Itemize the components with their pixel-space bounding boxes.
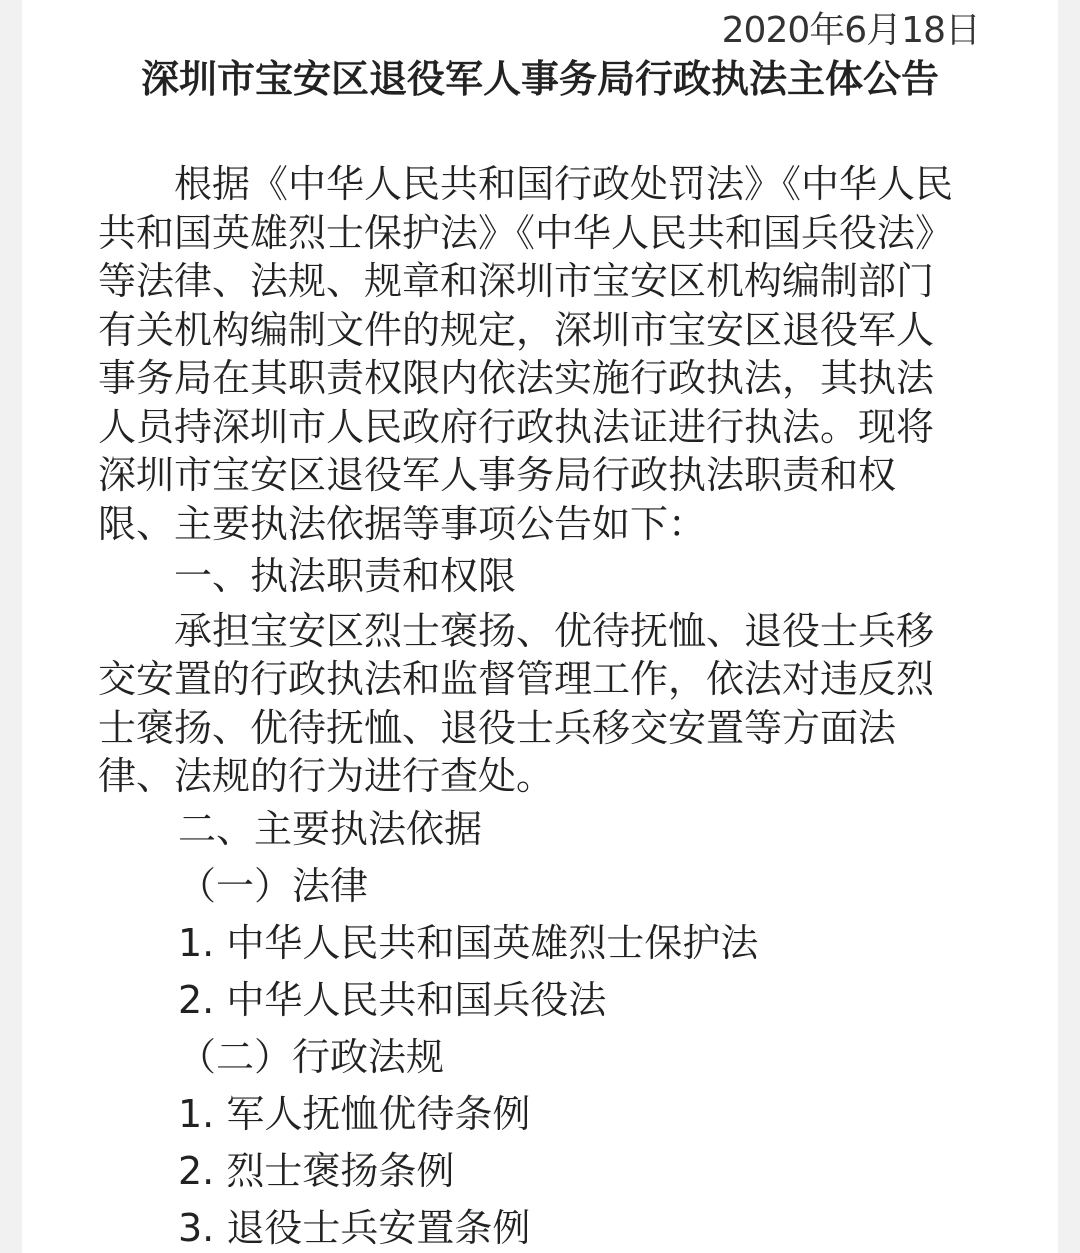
intro-paragraph: 根据《中华人民共和国行政处罚法》《中华人民共和国英雄烈士保护法》《中华人民共和国兵役法》等法律、法规、规章和深圳市宝安区机构编制部门有关机构编制文件的规定，深圳市宝安区退役军人事务局在其职责权限内依法实施行政执法，其执法人员持深圳市人民政府行政执法证进行执法。现将深圳市宝安区退役军人事务局行政执法职责和权限、主要执法依据等事项公告如下： xyxy=(98,162,954,546)
section2-heading: 二、主要执法依据 xyxy=(178,807,483,851)
regulation-item: 3. 退役士兵安置条例 xyxy=(178,1206,531,1250)
regulation-item: 1. 军人抚恤优待条例 xyxy=(178,1092,531,1136)
section1-paragraph: 承担宝安区烈士褒扬、优待抚恤、退役士兵移交安置的行政执法和监督管理工作，依法对违反烈士褒扬、优待抚恤、退役士兵移交安置等方面法律、法规的行为进行查处。 xyxy=(98,608,935,798)
announcement-date: 2020年6月18日 xyxy=(721,10,980,51)
laws-heading: （一）法律 xyxy=(178,864,369,908)
regulations-heading: （二）行政法规 xyxy=(178,1035,445,1079)
announcement-body xyxy=(98,160,968,801)
announcement-title: 深圳市宝安区退役军人事务局行政执法主体公告 xyxy=(140,57,939,101)
law-item: 1. 中华人民共和国英雄烈士保护法 xyxy=(178,921,759,965)
section1-heading: 一、执法职责和权限 xyxy=(174,554,517,598)
law-item: 2. 中华人民共和国兵役法 xyxy=(178,978,607,1022)
regulation-item: 2. 烈士褒扬条例 xyxy=(178,1149,455,1193)
